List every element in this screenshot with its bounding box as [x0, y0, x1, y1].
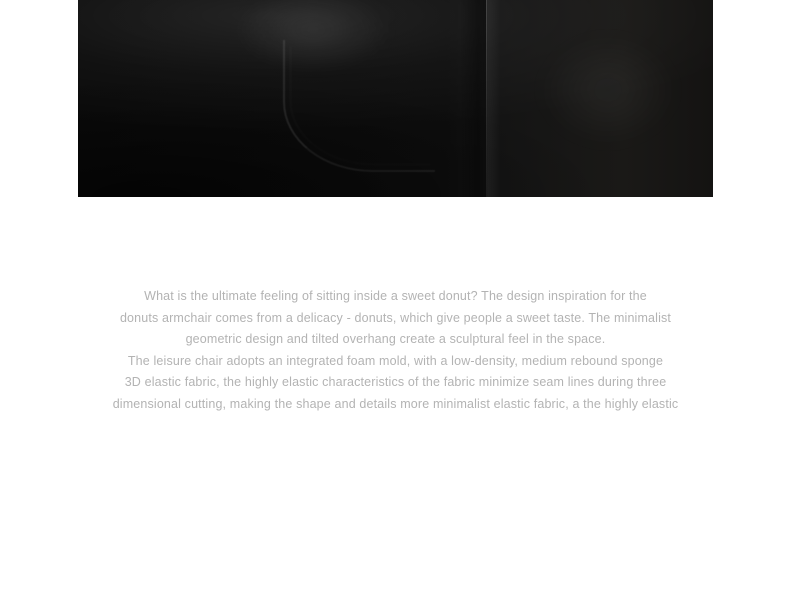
- description-line: geometric design and tilted overhang create a sculptural feel in the space.: [185, 332, 606, 346]
- description-line: 3D elastic fabric, the highly elastic characteristics of the fabric minimize seam lines during three: [124, 375, 667, 389]
- product-description: [78, 286, 713, 415]
- product-image: [78, 0, 713, 197]
- description-line: dimensional cutting, making the shape and details more minimalist elastic fabric, a the highly elastic: [112, 396, 679, 411]
- description-line: donuts armchair comes from a delicacy - donuts, which give people a sweet taste. The minimalist: [119, 310, 672, 325]
- description-line: The leisure chair adopts an integrated foam mold, with a low-density, medium rebound sponge: [127, 353, 664, 368]
- image-highlight-right: [508, 10, 708, 170]
- image-panel-edge: [486, 0, 487, 197]
- image-panel-shadow: [460, 0, 486, 197]
- product-image-surface: [78, 0, 713, 197]
- description-line: What is the ultimate feeling of sitting inside a sweet donut? The design inspiration for the: [144, 289, 647, 303]
